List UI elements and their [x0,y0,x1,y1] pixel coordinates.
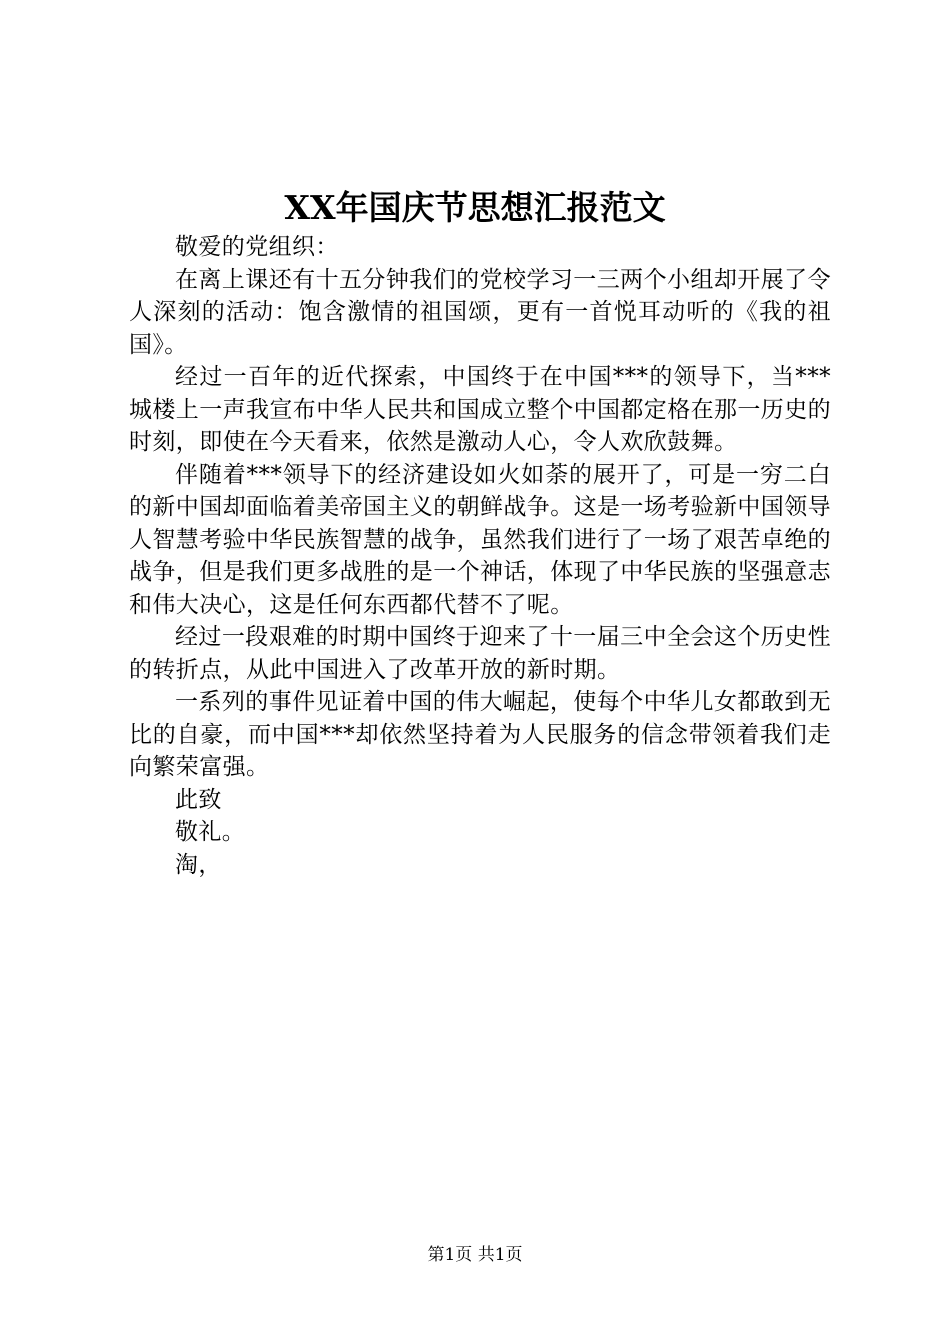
closing-line-2: 敬礼。 [175,819,246,845]
closing-line-1: 此致 [175,786,222,813]
document-body [129,231,831,881]
paragraph-1: 在离上课还有十五分钟我们的党校学习一三两个小组却开展了令人深刻的活动：饱含激情的祖国颂，更有一首悦耳动听的《我的祖国》。 [129,266,831,358]
paragraph-4: 经过一段艰难的时期中国终于迎来了十一届三中全会这个历史性的转折点，从此中国进入了改革开放的新时期。 [129,624,831,683]
page-title: XX年国庆节思想汇报范文 [284,188,666,227]
salutation: 敬爱的党组织： [175,234,339,260]
paragraph-3: 伴随着***领导下的经济建设如火如荼的展开了，可是一穷二白的新中国却面临着美帝国主义的朝鲜战争。这是一场考验新中国领导人智慧考验中华民族智慧的战争，虽然我们进行了一场了艰苦卓绝的战争，但是我们更多战胜的是一个神话，体现了中华民族的坚强意志和伟大决心，这是任何东西都代替不了呢。 [129,461,831,618]
paragraph-5: 一系列的事件见证着中国的伟大崛起，使每个中华儿女都敢到无比的自豪，而中国***却依然坚持着为人民服务的信念带领着我们走向繁荣富强。 [129,689,831,780]
signature: 淘， [175,851,222,878]
paragraph-2: 经过一百年的近代探索，中国终于在中国***的领导下，当***城楼上一声我宣布中华人民共和国成立整个中国都定格在那一历史的时刻，即使在今天看来，依然是激动人心，令人欢欣鼓舞。 [129,364,831,455]
page-footer: 第1页 共1页 [427,1245,523,1265]
